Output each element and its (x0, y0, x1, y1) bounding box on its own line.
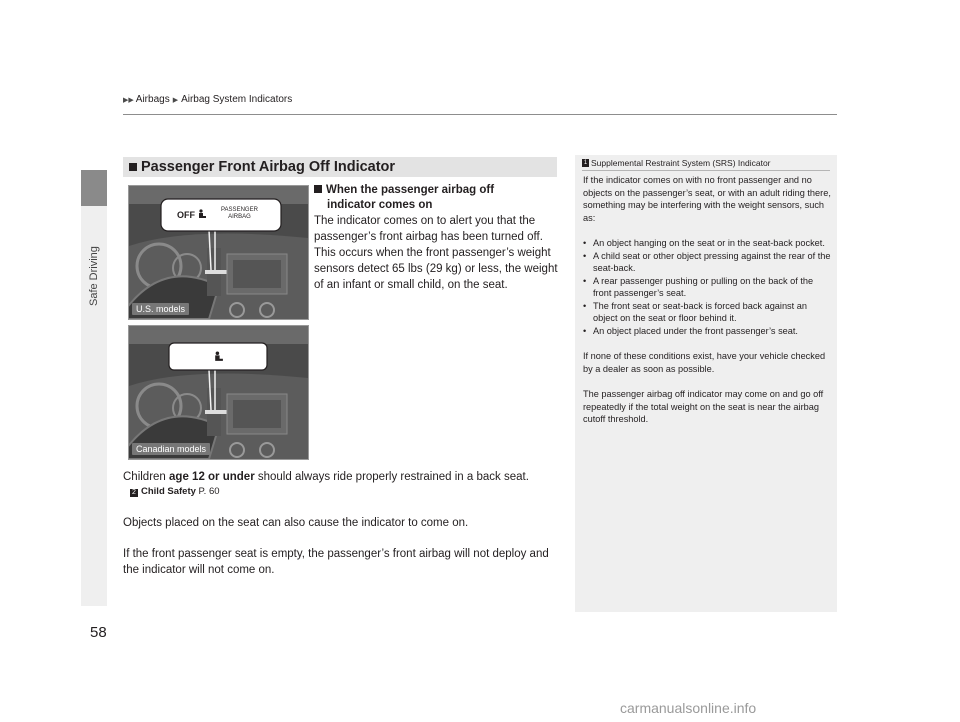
note-title-text: Supplemental Restraint System (SRS) Indicator (591, 158, 771, 168)
breadcrumb-item[interactable]: Airbags (135, 94, 170, 105)
dashboard-illustration-us (129, 186, 308, 319)
paragraph-indicator-on: The indicator comes on to alert you that the passenger’s front airbag has been turned off. This occurs when the front passenger’s weight sensors detect 65 lbs (29 kg) or less, the weight of an infant or small child, on the seat. (314, 215, 558, 291)
passenger-airbag-icon (197, 209, 207, 219)
watermark: carmanualsonline.info (620, 700, 757, 716)
note-bullet-list (583, 237, 833, 337)
sub-heading-square-icon (314, 185, 322, 193)
reference-icon: 2 (130, 489, 138, 497)
section-heading (123, 157, 557, 177)
sub-heading-line2: indicator comes on (327, 199, 433, 211)
note-followup: If none of these conditions exist, have your vehicle checked by a dealer as soon as possible. (583, 351, 826, 374)
paragraph-children (123, 469, 563, 485)
note-title (582, 158, 771, 168)
indicator-line-passenger: PASSENGER (221, 207, 258, 213)
sub-heading (314, 183, 554, 213)
breadcrumb-item[interactable]: Airbag System Indicators (181, 94, 293, 105)
note-intro: If the indicator comes on with no front passenger and no objects on the passenger’s seat, or with an adult riding there, something may be interfering with the weight sensors, such as: (583, 175, 831, 223)
paragraph-objects: Objects placed on the seat can also cause the indicator to come on. (123, 517, 469, 529)
breadcrumb-arrow-icon: ▶ (172, 96, 179, 104)
section-heading-text: Passenger Front Airbag Off Indicator (141, 159, 396, 175)
note-number-icon: 1 (583, 160, 588, 166)
section-tab (81, 170, 107, 206)
note-closing: The passenger airbag off indicator may come on and go off repeatedly if the total weight on the seat is near the airbag cutoff threshold. (583, 389, 824, 424)
breadcrumb-arrow-icon: ▶▶ (123, 96, 134, 104)
indicator-off-text: OFF (177, 210, 195, 220)
note-bullet: • An object placed under the front passenger’s seat. (583, 325, 833, 338)
child-safety-link-page: P. 60 (198, 486, 220, 497)
paragraph-empty-seat: If the front passenger seat is empty, the passenger’s front airbag will not deploy and the indicator will not come on. (123, 548, 549, 576)
dashboard-illustration-canadian (129, 326, 308, 459)
note-bullet: • The front seat or seat-back is forced back against an object on the seat or floor behind it. (583, 300, 833, 325)
paragraph-children-pre: Children (123, 471, 170, 483)
indicator-line-airbag: AIRBAG (228, 214, 251, 220)
breadcrumb (123, 94, 292, 105)
header-divider (123, 114, 837, 115)
note-bullet: • A rear passenger pushing or pulling on the back of the front passenger’s seat. (583, 275, 833, 300)
note-divider (582, 170, 830, 171)
page-number: 58 (90, 624, 107, 641)
us-models-illustration (128, 185, 309, 320)
sub-heading-line1: When the passenger airbag off (326, 184, 495, 196)
note-bullet: • A child seat or other object pressing against the rear of the seat-back. (583, 250, 833, 275)
note-bullet: • An object hanging on the seat or in the seat-back pocket. (583, 237, 833, 250)
child-safety-link-label: Child Safety (141, 486, 196, 497)
image-caption: U.S. models (132, 303, 189, 315)
image-caption: Canadian models (132, 443, 210, 455)
paragraph-children-bold: age 12 or under (169, 471, 255, 483)
note-body (583, 174, 833, 426)
section-label: Safe Driving (88, 246, 100, 306)
heading-square-icon (129, 163, 137, 171)
indicator-passenger-airbag-text (221, 207, 258, 221)
passenger-airbag-icon (213, 351, 224, 362)
canadian-models-illustration (128, 325, 309, 460)
child-safety-link[interactable] (130, 486, 220, 497)
paragraph-children-post: should always ride properly restrained in a back seat. (254, 471, 529, 483)
